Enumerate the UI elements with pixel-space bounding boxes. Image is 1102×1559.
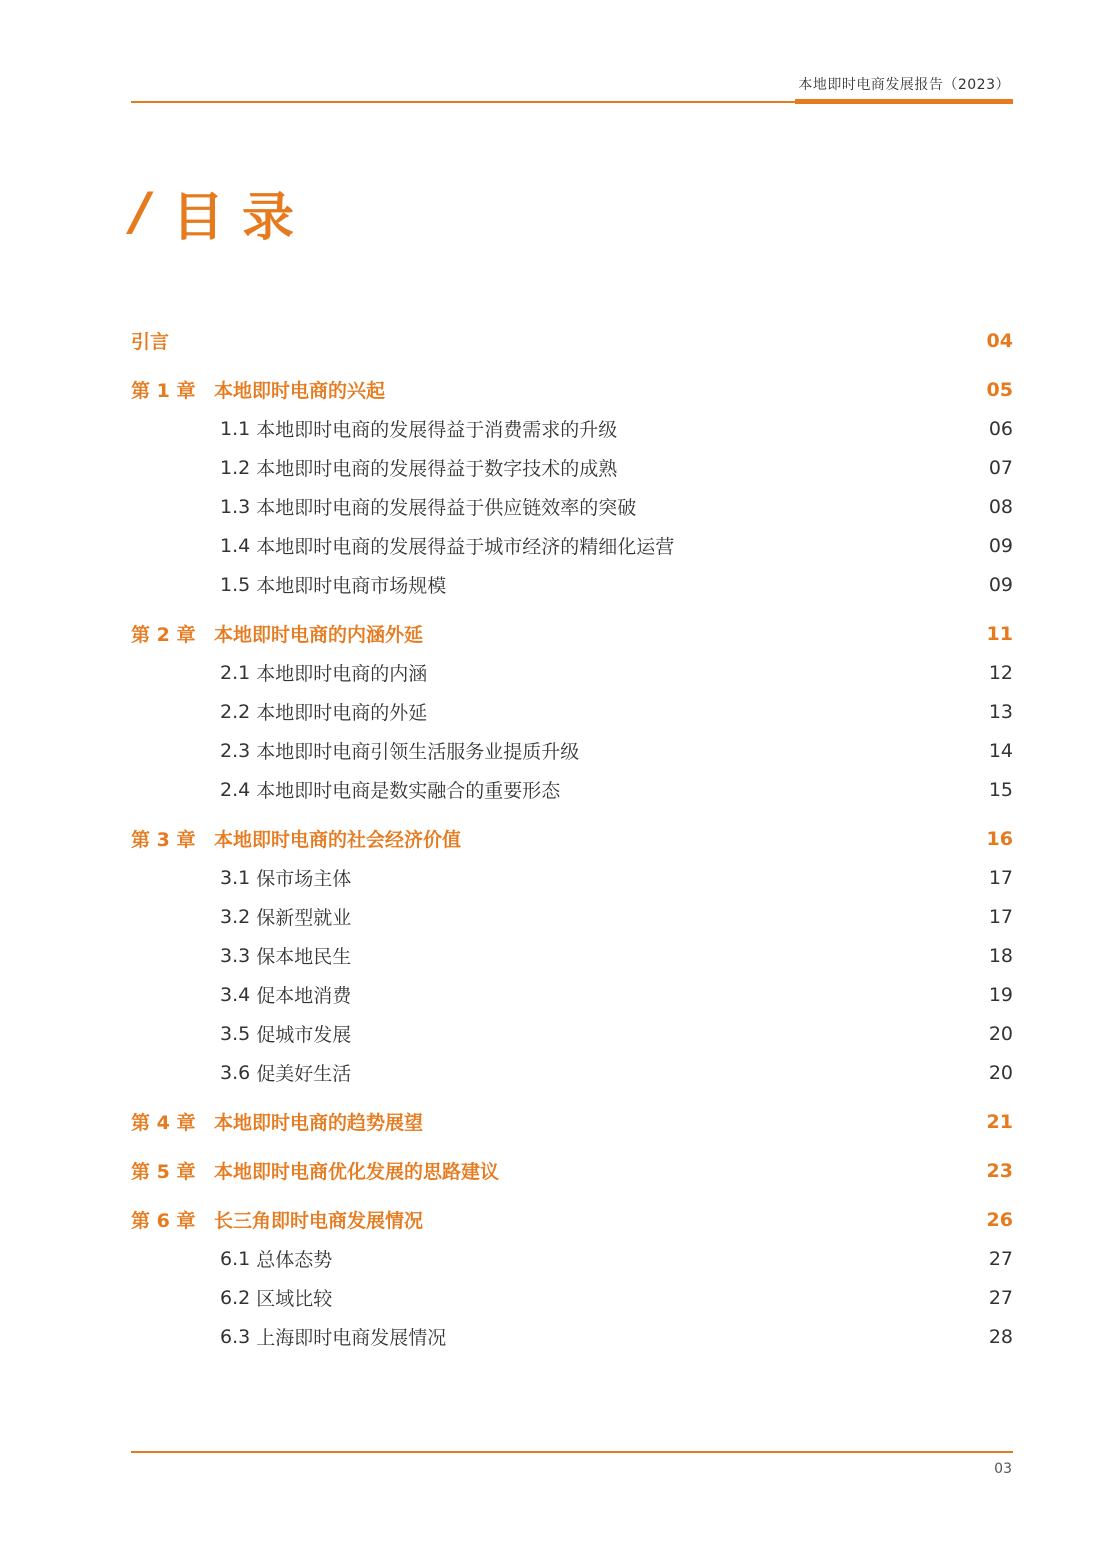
section-number: 6.1 (220, 1247, 251, 1270)
toc-chapter-entry[interactable] (131, 370, 1013, 409)
section-title: 总体态势 (256, 1249, 333, 1271)
section-title: 本地即时电商是数实融合的重要形态 (256, 780, 561, 802)
toc-page-number: 19 (988, 983, 1013, 1006)
section-title: 本地即时电商引领生活服务业提质升级 (256, 741, 580, 763)
toc-section-entry[interactable] (131, 409, 1013, 448)
toc-section-entry[interactable] (131, 653, 1013, 692)
toc-section-entry[interactable] (131, 770, 1013, 809)
toc-section-entry[interactable] (131, 1014, 1013, 1053)
toc-entry-label (220, 659, 427, 686)
section-number: 2.1 (220, 661, 251, 684)
toc-chapter-entry[interactable] (131, 1102, 1013, 1141)
toc-section-entry[interactable] (131, 936, 1013, 975)
toc-section-entry[interactable] (131, 975, 1013, 1014)
toc-page-number: 06 (988, 417, 1013, 440)
section-number: 6.3 (220, 1325, 251, 1348)
toc-entry-label (220, 776, 560, 803)
toc-section-entry[interactable] (131, 526, 1013, 565)
toc-page-number: 04 (986, 329, 1013, 352)
section-title: 促美好生活 (256, 1063, 352, 1085)
toc-chapter-entry[interactable] (131, 614, 1013, 653)
toc-entry-label (131, 327, 169, 354)
report-header-title: 本地即时电商发展报告（2023） (798, 77, 1010, 93)
toc-section-entry[interactable] (131, 692, 1013, 731)
section-number: 3.5 (220, 1022, 251, 1045)
toc-page-number: 23 (986, 1159, 1013, 1182)
toc-section-entry[interactable] (131, 897, 1013, 936)
chapter-title: 本地即时电商的社会经济价值 (214, 829, 462, 851)
toc-entry-label (220, 493, 636, 520)
section-title: 保本地民生 (256, 946, 352, 968)
section-number: 1.2 (220, 456, 251, 479)
title-text: 目录 (172, 187, 313, 248)
title-slash: / (131, 182, 150, 242)
section-number: 3.1 (220, 866, 251, 889)
chapter-number: 第 2 章 (131, 624, 196, 646)
toc-section-entry[interactable] (131, 858, 1013, 897)
toc-entry-label (220, 903, 351, 930)
section-title: 本地即时电商的发展得益于数字技术的成熟 (256, 458, 618, 480)
toc-chapter-entry[interactable] (131, 1200, 1013, 1239)
toc-entry-label (220, 981, 351, 1008)
chapter-title: 本地即时电商的内涵外延 (214, 624, 424, 646)
toc-entry-label (220, 1245, 332, 1272)
toc-page-number: 28 (988, 1325, 1013, 1348)
toc-section-entry[interactable] (131, 1317, 1013, 1356)
section-title: 促本地消费 (256, 985, 352, 1007)
toc-page-number: 15 (988, 778, 1013, 801)
toc-page-number: 08 (988, 495, 1013, 518)
toc-page-number: 16 (986, 827, 1013, 850)
toc-entry-label (131, 1157, 499, 1184)
chapter-number: 第 1 章 (131, 380, 196, 402)
toc-page-number: 09 (988, 534, 1013, 557)
section-title: 上海即时电商发展情况 (256, 1327, 447, 1349)
section-number: 2.2 (220, 700, 251, 723)
toc-page-number: 26 (986, 1208, 1013, 1231)
toc-section-entry[interactable] (131, 565, 1013, 604)
toc-page-number: 21 (986, 1110, 1013, 1133)
toc-page-number: 20 (988, 1022, 1013, 1045)
toc-page-number: 12 (988, 661, 1013, 684)
toc-entry-label (220, 454, 617, 481)
toc-entry-label (131, 376, 385, 403)
toc-section-entry[interactable] (131, 487, 1013, 526)
section-number: 3.4 (220, 983, 251, 1006)
section-number: 3.3 (220, 944, 251, 967)
section-number: 1.1 (220, 417, 251, 440)
footer-divider (131, 1451, 1013, 1453)
toc-section-entry[interactable] (131, 731, 1013, 770)
toc-page-number: 11 (986, 622, 1013, 645)
toc-entry-label (220, 698, 427, 725)
section-title: 本地即时电商的内涵 (256, 663, 428, 685)
section-title: 本地即时电商市场规模 (256, 575, 447, 597)
toc-chapter-entry[interactable] (131, 1151, 1013, 1190)
toc-entry-label (220, 532, 674, 559)
toc-entry-label (220, 864, 351, 891)
section-title: 本地即时电商的发展得益于消费需求的升级 (256, 419, 618, 441)
toc-page-number: 13 (988, 700, 1013, 723)
chapter-title: 引言 (131, 331, 170, 353)
toc-page-number: 27 (988, 1286, 1013, 1309)
toc-entry-label (220, 1020, 351, 1047)
section-number: 1.3 (220, 495, 251, 518)
toc-page-number: 17 (988, 866, 1013, 889)
toc-section-entry[interactable] (131, 1053, 1013, 1092)
section-title: 本地即时电商的外延 (256, 702, 428, 724)
chapter-number: 第 4 章 (131, 1112, 196, 1134)
page-number: 03 (994, 1461, 1012, 1477)
section-number: 3.2 (220, 905, 251, 928)
section-number: 1.4 (220, 534, 251, 557)
toc-chapter-entry[interactable] (131, 819, 1013, 858)
chapter-title: 本地即时电商的趋势展望 (214, 1112, 424, 1134)
toc-chapter-entry[interactable] (131, 321, 1013, 360)
section-number: 2.3 (220, 739, 251, 762)
chapter-number: 第 5 章 (131, 1161, 196, 1183)
toc-entry-label (220, 942, 351, 969)
table-of-contents (131, 321, 1013, 1356)
page-title (131, 176, 312, 248)
section-title: 区域比较 (256, 1288, 333, 1310)
toc-page-number: 05 (986, 378, 1013, 401)
section-title: 保新型就业 (256, 907, 352, 929)
toc-page-number: 14 (988, 739, 1013, 762)
section-number: 3.6 (220, 1061, 251, 1084)
toc-page-number: 20 (988, 1061, 1013, 1084)
toc-entry-label (131, 620, 423, 647)
toc-page-number: 07 (988, 456, 1013, 479)
section-number: 1.5 (220, 573, 251, 596)
toc-entry-label (220, 571, 446, 598)
section-title: 本地即时电商的发展得益于城市经济的精细化运营 (256, 536, 675, 558)
toc-section-entry[interactable] (131, 1239, 1013, 1278)
toc-page-number: 09 (988, 573, 1013, 596)
section-number: 6.2 (220, 1286, 251, 1309)
toc-entry-label (131, 1108, 423, 1135)
section-number: 2.4 (220, 778, 251, 801)
section-title: 本地即时电商的发展得益于供应链效率的突破 (256, 497, 637, 519)
section-title: 保市场主体 (256, 868, 352, 890)
toc-section-entry[interactable] (131, 1278, 1013, 1317)
section-title: 促城市发展 (256, 1024, 352, 1046)
chapter-title: 本地即时电商的兴起 (214, 380, 386, 402)
header-accent-bar (795, 99, 1013, 104)
toc-page-number: 18 (988, 944, 1013, 967)
chapter-number: 第 6 章 (131, 1210, 196, 1232)
chapter-number: 第 3 章 (131, 829, 196, 851)
toc-page-number: 27 (988, 1247, 1013, 1270)
toc-entry-label (131, 1206, 423, 1233)
toc-entry-label (131, 825, 461, 852)
toc-section-entry[interactable] (131, 448, 1013, 487)
toc-entry-label (220, 1323, 446, 1350)
toc-entry-label (220, 737, 579, 764)
toc-entry-label (220, 415, 617, 442)
toc-page-number: 17 (988, 905, 1013, 928)
chapter-title: 本地即时电商优化发展的思路建议 (214, 1161, 500, 1183)
toc-entry-label (220, 1284, 332, 1311)
toc-entry-label (220, 1059, 351, 1086)
chapter-title: 长三角即时电商发展情况 (214, 1210, 424, 1232)
